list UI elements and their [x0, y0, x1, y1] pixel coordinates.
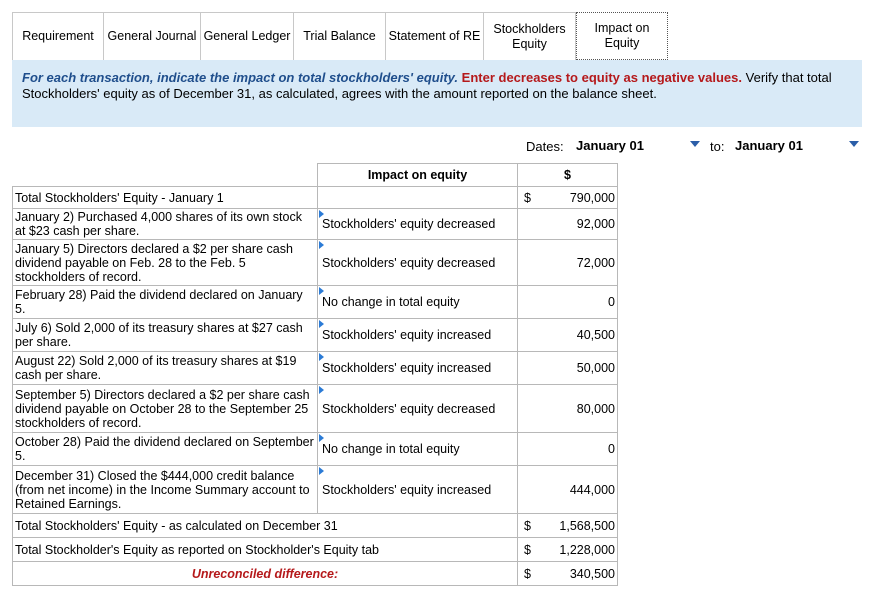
impact-select[interactable]: No change in total equity	[318, 433, 518, 466]
tab-impact-on-equity[interactable]: Impact on Equity	[576, 12, 668, 60]
amount-input[interactable]: 0	[518, 433, 618, 466]
transaction-description: December 31) Closed the $444,000 credit balance (from net income) in the Income Summary account to Retained Earnings.	[13, 466, 318, 514]
amount-input[interactable]: 444,000	[518, 466, 618, 514]
chevron-down-icon	[690, 141, 700, 147]
transaction-description: August 22) Sold 2,000 of its treasury shares at $19 cash per share.	[13, 352, 318, 385]
impact-select[interactable]: Stockholders' equity decreased	[318, 209, 518, 240]
transaction-description: July 6) Sold 2,000 of its treasury shares at $27 cash per share.	[13, 319, 318, 352]
table-row	[13, 286, 618, 319]
amount-value: 1,228,000	[542, 538, 618, 562]
to-date-select[interactable]	[735, 135, 861, 155]
table-row	[13, 352, 618, 385]
to-date-value: January 01	[735, 137, 803, 153]
transaction-description: February 28) Paid the dividend declared on January 5.	[13, 286, 318, 319]
table-row-total-calculated	[13, 514, 618, 538]
tab-statement-of-re[interactable]: Statement of RE	[386, 12, 484, 60]
instruction-box	[12, 60, 862, 127]
transaction-description: October 28) Paid the dividend declared on September 5.	[13, 433, 318, 466]
amount-input[interactable]: 72,000	[518, 240, 618, 286]
impact-select[interactable]: Stockholders' equity decreased	[318, 240, 518, 286]
table-row-total-reported	[13, 538, 618, 562]
impact-select[interactable]: No change in total equity	[318, 286, 518, 319]
amount-input[interactable]: 790,000	[542, 187, 618, 209]
impact-select[interactable]: Stockholders' equity increased	[318, 352, 518, 385]
table-row	[13, 319, 618, 352]
tab-general-ledger[interactable]: General Ledger	[201, 12, 294, 60]
impact-select[interactable]: Stockholders' equity decreased	[318, 385, 518, 433]
amount-input[interactable]: 40,500	[518, 319, 618, 352]
amount-input[interactable]: 50,000	[518, 352, 618, 385]
from-date-value: January 01	[576, 137, 644, 153]
row-impact-empty	[318, 187, 518, 209]
transaction-description: January 5) Directors declared a $2 per share cash dividend payable on Feb. 28 to the Feb. 5 stockholders of record.	[13, 240, 318, 286]
instruction-text-2: Enter decreases to equity as negative values.	[461, 70, 743, 85]
tab-bar	[12, 12, 668, 60]
chevron-down-icon	[849, 141, 859, 147]
currency-symbol: $	[518, 187, 542, 209]
table-row	[13, 240, 618, 286]
instruction-text-1: For each transaction, indicate the impact on total stockholders' equity.	[22, 70, 459, 85]
transaction-description: September 5) Directors declared a $2 per share cash dividend payable on October 28 to the September 25 stockholders of record.	[13, 385, 318, 433]
row-label: Total Stockholders' Equity - as calculated on December 31	[13, 514, 518, 538]
table-row-opening	[13, 187, 618, 209]
currency-symbol: $	[518, 514, 542, 538]
amount-input[interactable]: 0	[518, 286, 618, 319]
amount-value: 340,500	[542, 562, 618, 586]
tab-general-journal[interactable]: General Journal	[104, 12, 201, 60]
row-label: Total Stockholders' Equity - January 1	[13, 187, 318, 209]
table-row	[13, 433, 618, 466]
amount-column-header: $	[518, 164, 618, 187]
impact-column-header: Impact on equity	[318, 164, 518, 187]
from-date-select[interactable]	[576, 135, 702, 155]
currency-symbol: $	[518, 538, 542, 562]
table-header-row	[13, 164, 618, 187]
unreconciled-label: Unreconciled difference:	[13, 562, 518, 586]
amount-input[interactable]: 92,000	[518, 209, 618, 240]
impact-table	[12, 163, 618, 586]
currency-symbol: $	[518, 562, 542, 586]
row-label: Total Stockholder's Equity as reported on Stockholder's Equity tab	[13, 538, 518, 562]
table-row	[13, 385, 618, 433]
table-row	[13, 209, 618, 240]
instruction-text-3: Verify that total Stockholders' equity as of December 31, as calculated, agrees with the amount reported on the balance sheet.	[22, 70, 832, 101]
tab-stockholders-equity[interactable]: Stockholders Equity	[484, 12, 576, 60]
table-row-unreconciled	[13, 562, 618, 586]
date-range-bar	[0, 135, 891, 157]
amount-input[interactable]: 80,000	[518, 385, 618, 433]
impact-select[interactable]: Stockholders' equity increased	[318, 466, 518, 514]
amount-value: 1,568,500	[542, 514, 618, 538]
tab-trial-balance[interactable]: Trial Balance	[294, 12, 386, 60]
tab-requirement[interactable]: Requirement	[12, 12, 104, 60]
impact-select[interactable]: Stockholders' equity increased	[318, 319, 518, 352]
table-row	[13, 466, 618, 514]
transaction-description: January 2) Purchased 4,000 shares of its own stock at $23 cash per share.	[13, 209, 318, 240]
dates-label: Dates:	[526, 139, 564, 154]
to-label: to:	[710, 139, 725, 154]
